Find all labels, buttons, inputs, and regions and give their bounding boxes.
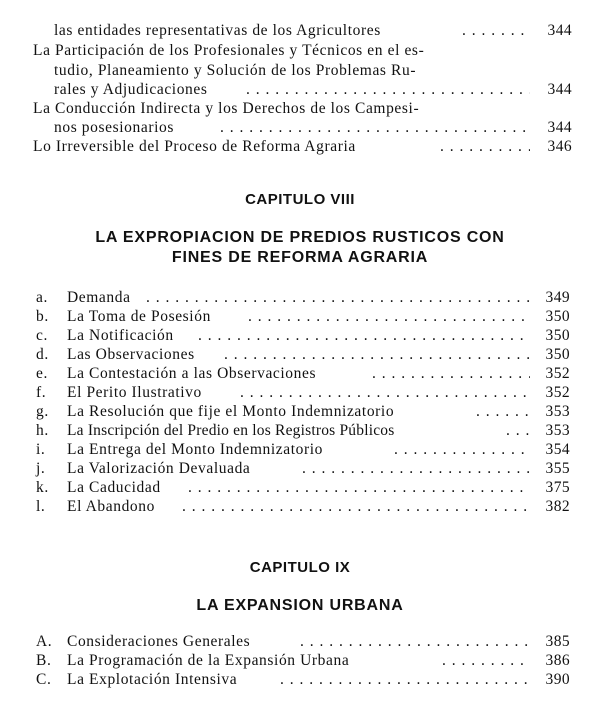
entry-text: La Conducción Indirecta y los Derechos de los Campesi- (33, 100, 420, 117)
entry-text: La Explotación Intensiva (67, 671, 238, 688)
leader-dots (182, 497, 530, 516)
chapter-title: FINES DE REFORMA AGRARIA (171, 249, 429, 266)
entry-label: C. (36, 671, 52, 688)
entry-text: El Perito Ilustrativo (67, 384, 202, 401)
leader-dots (506, 421, 530, 440)
leader-dots (462, 21, 530, 40)
leader-dots (394, 440, 530, 459)
page-number: 354 (545, 441, 570, 458)
toc-entry (0, 670, 600, 689)
page-number: 382 (545, 498, 570, 515)
entry-text: La Programación de la Expansión Urbana (67, 652, 350, 669)
entry-label: f. (36, 384, 47, 401)
entry-label: i. (36, 441, 46, 458)
chapter-title: LA EXPROPIACION DE PREDIOS RUSTICOS CON (95, 229, 505, 246)
toc-entry (0, 478, 600, 497)
leader-dots (198, 326, 530, 345)
page-number: 386 (545, 652, 570, 669)
page-number: 350 (545, 327, 570, 344)
toc-entry (0, 288, 600, 307)
page-number: 350 (545, 308, 570, 325)
entry-text: La Participación de los Profesionales y Técnicos en el es- (33, 42, 425, 59)
chapter-heading: CAPITULO VIII (245, 191, 355, 208)
toc-entry (0, 118, 600, 137)
toc-entry (0, 345, 600, 364)
toc-entry (0, 21, 600, 40)
entry-label: B. (36, 652, 52, 669)
page-number: 352 (545, 365, 570, 382)
page-number: 375 (545, 479, 570, 496)
leader-dots (188, 478, 530, 497)
page-number: 349 (545, 289, 570, 306)
toc-entry (0, 440, 600, 459)
toc-entry (0, 459, 600, 478)
leader-dots (280, 670, 530, 689)
entry-label: e. (36, 365, 48, 382)
leader-dots (300, 632, 530, 651)
page-number: 350 (545, 346, 570, 363)
chapter-heading: CAPITULO IX (249, 559, 351, 576)
entry-text: rales y Adjudicaciones (54, 81, 208, 98)
toc-entry (0, 364, 600, 383)
entry-text: El Abandono (67, 498, 155, 515)
leader-dots (220, 118, 530, 137)
toc-entry (0, 402, 600, 421)
page-number: 346 (547, 138, 572, 155)
leader-dots (248, 307, 530, 326)
toc-entry (0, 41, 600, 60)
entry-text: La Notificación (67, 327, 174, 344)
page-number: 385 (545, 633, 570, 650)
toc-entry (0, 137, 600, 156)
entry-text: La Resolución que fije el Monto Indemnizatorio (67, 403, 395, 420)
entry-label: d. (36, 346, 49, 363)
entry-label: j. (36, 460, 46, 477)
toc-entry (0, 632, 600, 651)
entry-label: c. (36, 327, 48, 344)
page-number: 352 (545, 384, 570, 401)
leader-dots (440, 137, 530, 156)
toc-entry (0, 99, 600, 118)
entry-text: La Contestación a las Observaciones (67, 365, 317, 382)
toc-entry (0, 80, 600, 99)
toc-entry (0, 326, 600, 345)
toc-entry (0, 307, 600, 326)
leader-dots (240, 383, 530, 402)
leader-dots (302, 459, 530, 478)
leader-dots (146, 288, 530, 307)
entry-text: La Toma de Posesión (67, 308, 211, 325)
entry-text: La Inscripción del Predio en los Registros Públicos (67, 422, 395, 439)
entry-text: nos posesionarios (54, 119, 174, 136)
entry-label: k. (36, 479, 49, 496)
page-number: 344 (547, 81, 572, 98)
entry-label: h. (36, 422, 49, 439)
entry-text: La Valorización Devaluada (67, 460, 251, 477)
toc-entry (0, 497, 600, 516)
entry-label: l. (36, 498, 46, 515)
page-number: 344 (547, 22, 572, 39)
leader-dots (476, 402, 530, 421)
entry-text: tudio, Planeamiento y Solución de los Problemas Ru- (54, 62, 417, 79)
page-number: 355 (545, 460, 570, 477)
leader-dots (246, 80, 530, 99)
leader-dots (224, 345, 530, 364)
toc-entry (0, 421, 600, 440)
entry-text: Lo Irreversible del Proceso de Reforma Agraria (33, 138, 356, 155)
page-number: 344 (547, 119, 572, 136)
page-number: 390 (545, 671, 570, 688)
entry-text: las entidades representativas de los Agricultores (54, 22, 381, 39)
entry-text: Demanda (67, 289, 131, 306)
entry-text: Las Observaciones (67, 346, 195, 363)
toc-entry (0, 61, 600, 80)
entry-text: Consideraciones Generales (67, 633, 251, 650)
chapter-title: LA EXPANSION URBANA (196, 597, 404, 614)
entry-label: a. (36, 289, 48, 306)
leader-dots (442, 651, 530, 670)
leader-dots (372, 364, 530, 383)
page-number: 353 (545, 422, 570, 439)
entry-label: A. (36, 633, 53, 650)
entry-label: g. (36, 403, 49, 420)
entry-label: b. (36, 308, 49, 325)
toc-entry (0, 651, 600, 670)
toc-entry (0, 383, 600, 402)
page-number: 353 (545, 403, 570, 420)
entry-text: La Entrega del Monto Indemnizatorio (67, 441, 324, 458)
entry-text: La Caducidad (67, 479, 161, 496)
